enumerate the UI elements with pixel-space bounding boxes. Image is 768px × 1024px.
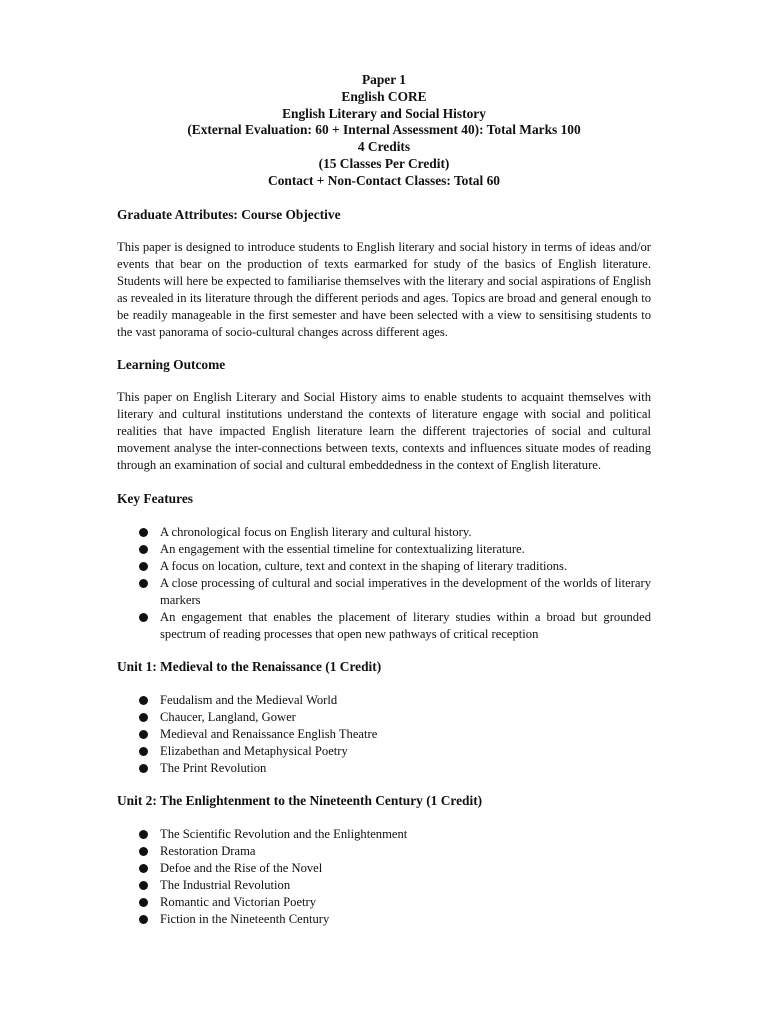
- title-line: (15 Classes Per Credit): [318, 155, 450, 171]
- bullet-icon: [139, 764, 148, 773]
- title-line: English Literary and Social History: [282, 105, 486, 121]
- title-line: Contact + Non-Contact Classes: Total 60: [268, 172, 500, 188]
- bullet-icon: [139, 915, 148, 924]
- unit1-section: [117, 658, 651, 777]
- section-heading: Key Features: [117, 491, 193, 506]
- bullet-icon: [139, 898, 148, 907]
- learning-outcome-section: [117, 356, 651, 474]
- key-features-section: [117, 490, 651, 643]
- list-item: An engagement that enables the placement of literary studies within a broad but grounded spectrum of reading processes that open new pathways of critical reception: [117, 609, 651, 643]
- unit2-section: [117, 792, 651, 928]
- bullet-icon: [139, 830, 148, 839]
- section-heading: Graduate Attributes: Course Objective: [117, 207, 341, 222]
- list-item: Defoe and the Rise of the Novel: [117, 860, 651, 877]
- unit1-list: [117, 692, 651, 777]
- bullet-icon: [139, 579, 148, 588]
- list-item: The Scientific Revolution and the Enlightenment: [117, 826, 651, 843]
- title-line: 4 Credits: [357, 139, 411, 155]
- list-item: A close processing of cultural and social imperatives in the development of the worlds of literary markers: [117, 575, 651, 609]
- title-block: [117, 72, 651, 190]
- bullet-icon: [139, 528, 148, 537]
- list-item: Chaucer, Langland, Gower: [117, 709, 651, 726]
- section-heading: Learning Outcome: [117, 357, 226, 372]
- list-item: Elizabethan and Metaphysical Poetry: [117, 743, 651, 760]
- list-item: The Industrial Revolution: [117, 877, 651, 894]
- list-item: An engagement with the essential timeline for contextualizing literature.: [117, 541, 651, 558]
- list-item: Feudalism and the Medieval World: [117, 692, 651, 709]
- list-item: The Print Revolution: [117, 760, 651, 777]
- title-line: English CORE: [341, 88, 427, 104]
- bullet-icon: [139, 881, 148, 890]
- bullet-icon: [139, 847, 148, 856]
- list-item: Restoration Drama: [117, 843, 651, 860]
- graduate-attributes-section: [117, 206, 651, 341]
- key-features-list: [117, 524, 651, 643]
- title-line: Paper 1: [361, 72, 406, 87]
- bullet-icon: [139, 713, 148, 722]
- list-item: A chronological focus on English literary and cultural history.: [117, 524, 651, 541]
- section-heading: Unit 1: Medieval to the Renaissance (1 Credit): [117, 659, 382, 674]
- list-item: Romantic and Victorian Poetry: [117, 894, 651, 911]
- list-item: A focus on location, culture, text and context in the shaping of literary traditions.: [117, 558, 651, 575]
- unit2-list: [117, 826, 651, 928]
- list-item: Fiction in the Nineteenth Century: [117, 911, 651, 928]
- bullet-icon: [139, 747, 148, 756]
- section-heading: Unit 2: The Enlightenment to the Nineteenth Century (1 Credit): [117, 793, 483, 808]
- list-item: Medieval and Renaissance English Theatre: [117, 726, 651, 743]
- section-paragraph: This paper is designed to introduce students to English literary and social history in terms of ideas and/or events that bear on the production of texts earmarked for study of the basics of English literature. Students will here be expected to familiarise themselves with the literary and social aspirations of English as revealed in its literature through the different periods and ages. Topics are broad and general enough to be readily manageable in the first semester and have been selected with a view to sensitising students to the vast panorama of socio-cultural changes across different ages.: [117, 240, 651, 339]
- bullet-icon: [139, 562, 148, 571]
- title-line: (External Evaluation: 60 + Internal Assessment 40): Total Marks 100: [187, 122, 581, 138]
- bullet-icon: [139, 696, 148, 705]
- bullet-icon: [139, 545, 148, 554]
- bullet-icon: [139, 864, 148, 873]
- bullet-icon: [139, 730, 148, 739]
- section-paragraph: This paper on English Literary and Social History aims to enable students to acquaint themselves with literary and cultural institutions understand the contexts of literature engage with social and political realities that have impacted English literature learn the different trajectories of social and cultural movement analyse the inter-connections between texts, contexts and influences situate modes of reading through an examination of social and cultural embeddedness in the context of English literature.: [117, 390, 651, 472]
- bullet-icon: [139, 613, 148, 622]
